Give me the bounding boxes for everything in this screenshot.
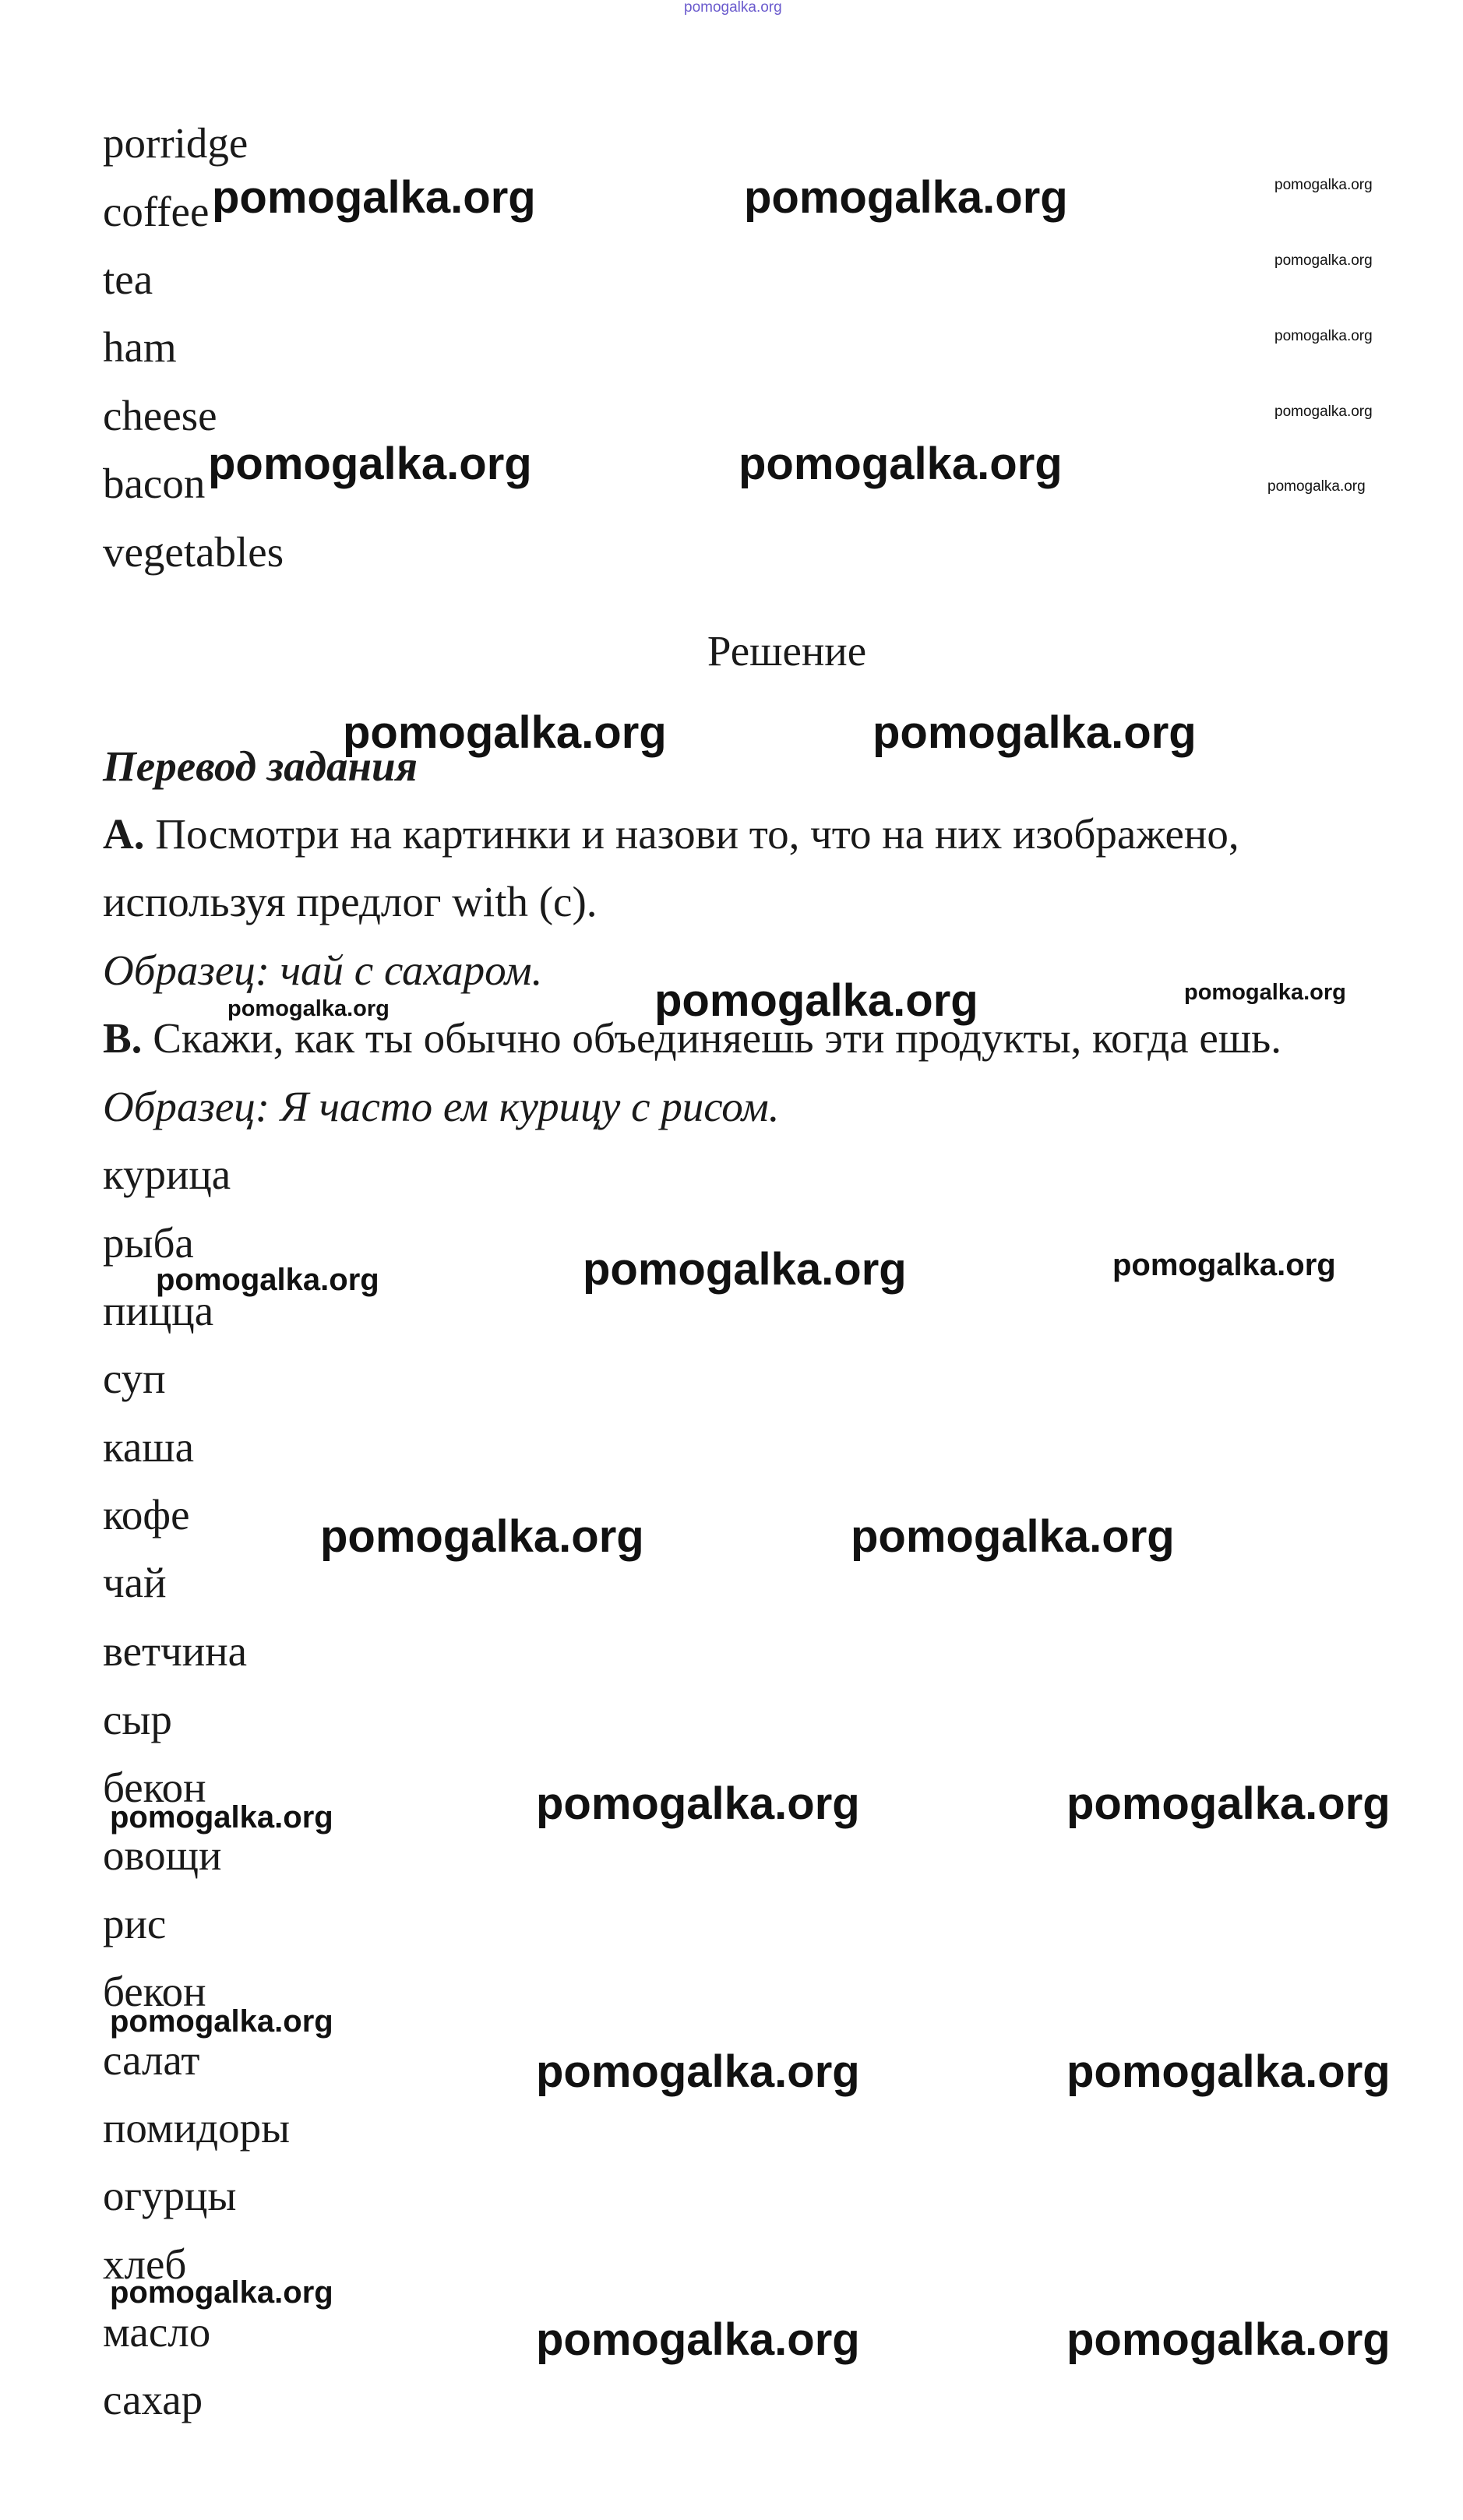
header-watermark: pomogalka.org <box>684 0 782 16</box>
watermark: pomogalka.org <box>851 1511 1175 1562</box>
task-a-line2: используя предлог with (с). <box>103 878 598 925</box>
word-item: масло <box>103 2308 211 2356</box>
watermark: pomogalka.org <box>343 707 667 758</box>
word-item: cheese <box>103 392 217 439</box>
word-item: vegetables <box>103 528 284 576</box>
watermark: pomogalka.org <box>1274 252 1373 269</box>
task-heading: Перевод задания <box>103 742 418 790</box>
word-item: ветчина <box>103 1627 248 1675</box>
watermark: pomogalka.org <box>156 1263 379 1297</box>
word-item: кофе <box>103 1491 190 1538</box>
word-item: овощи <box>103 1831 222 1879</box>
word-item: porridge <box>103 119 249 167</box>
watermark: pomogalka.org <box>1112 1248 1336 1282</box>
watermark: pomogalka.org <box>654 975 978 1026</box>
word-item: помидоры <box>103 2104 291 2152</box>
word-item: бекон <box>103 1764 206 1811</box>
task-b-text: Скажи, как ты обычно объединяешь эти продукты, когда ешь. <box>153 1014 1282 1062</box>
watermark: pomogalka.org <box>212 172 536 223</box>
watermark: pomogalka.org <box>873 707 1197 758</box>
task-a-text: Посмотри на картинки и назови то, что на них изображено, <box>155 810 1239 858</box>
watermark: pomogalka.org <box>1066 2046 1391 2097</box>
watermark: pomogalka.org <box>536 1778 860 1829</box>
watermark: pomogalka.org <box>583 1244 907 1295</box>
word-item: сыр <box>103 1696 172 1743</box>
watermark: pomogalka.org <box>1184 980 1346 1005</box>
word-item: сахар <box>103 2376 203 2423</box>
watermark: pomogalka.org <box>1066 2314 1391 2365</box>
word-item: tea <box>103 256 153 303</box>
watermark: pomogalka.org <box>1267 478 1366 495</box>
task-b-example: Образец: Я часто ем курицу с рисом. <box>103 1083 780 1130</box>
word-item: бекон <box>103 1968 206 2015</box>
task-a-example: Образец: чай с сахаром. <box>103 946 543 994</box>
watermark: pomogalka.org <box>110 1800 333 1834</box>
task-a-label: A. <box>103 810 145 858</box>
watermark: pomogalka.org <box>744 172 1068 223</box>
watermark: pomogalka.org <box>110 2275 333 2310</box>
watermark: pomogalka.org <box>227 996 390 1021</box>
task-b-label: B. <box>103 1014 143 1062</box>
word-item: рис <box>103 1900 167 1947</box>
task-a-line1 <box>103 810 1239 858</box>
word-item: хлеб <box>103 2240 187 2288</box>
watermark: pomogalka.org <box>320 1511 644 1562</box>
watermark: pomogalka.org <box>536 2314 860 2365</box>
word-item: bacon <box>103 460 206 507</box>
watermark: pomogalka.org <box>739 439 1063 489</box>
word-item: рыба <box>103 1219 194 1267</box>
watermark: pomogalka.org <box>110 2004 333 2039</box>
word-item: ham <box>103 323 177 371</box>
word-item: пицца <box>103 1287 214 1334</box>
word-item: чай <box>103 1559 167 1606</box>
watermark: pomogalka.org <box>208 439 532 489</box>
word-item: каша <box>103 1423 195 1471</box>
watermark: pomogalka.org <box>1274 177 1373 193</box>
word-item: суп <box>103 1355 166 1402</box>
word-item: coffee <box>103 188 210 235</box>
solution-title: Решение <box>707 627 867 675</box>
word-item: курица <box>103 1151 231 1198</box>
word-item: огурцы <box>103 2172 237 2219</box>
watermark: pomogalka.org <box>1274 404 1373 420</box>
watermark: pomogalka.org <box>1066 1778 1391 1829</box>
watermark: pomogalka.org <box>536 2046 860 2097</box>
watermark: pomogalka.org <box>1274 328 1373 344</box>
word-item: салат <box>103 2036 200 2084</box>
